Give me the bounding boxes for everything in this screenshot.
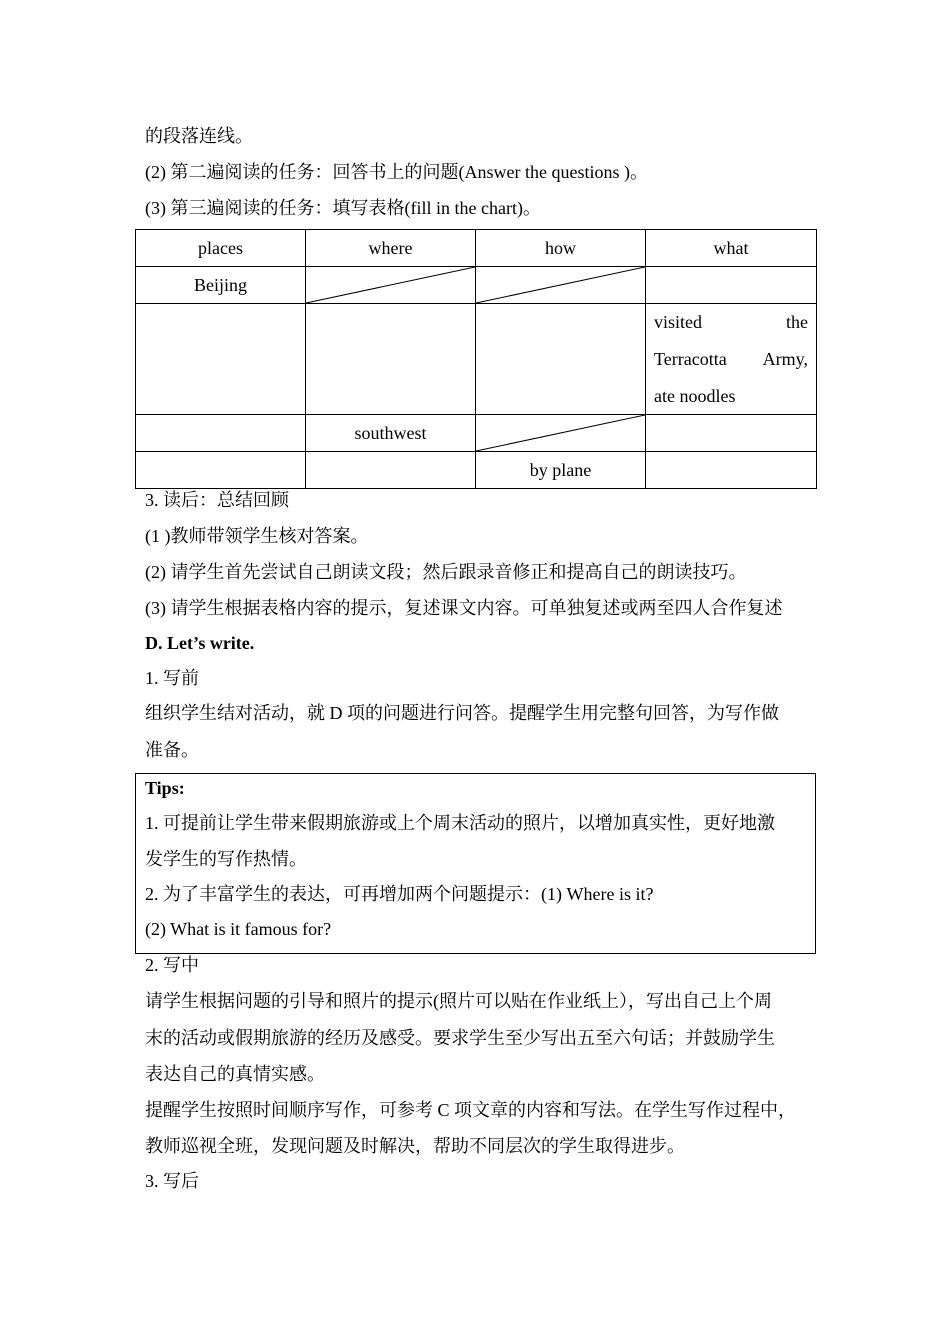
chart-cell <box>476 304 646 415</box>
tips-line: 发学生的写作热情。 <box>145 849 307 869</box>
header-cell: where <box>306 230 476 267</box>
tips-line: 2. 为了丰富学生的表达，可再增加两个问题提示：(1) Where is it? <box>145 884 654 904</box>
diagonal-line <box>476 415 645 451</box>
tips-line: 1. 可提前让学生带来假期旅游或上个周末活动的照片，以增加真实性，更好地激 <box>145 813 775 833</box>
section-heading: 3. 读后：总结回顾 <box>145 490 289 510</box>
crossed-out-cell <box>306 267 476 304</box>
chart-cell <box>646 415 817 452</box>
crossed-out-cell <box>476 415 646 452</box>
text-line: 准备。 <box>145 740 199 760</box>
chart-cell <box>136 304 306 415</box>
text-line: 教师巡视全班，发现问题及时解决，帮助不同层次的学生取得进步。 <box>145 1136 685 1156</box>
section-title: D. Let’s write. <box>145 633 255 653</box>
header-cell: places <box>136 230 306 267</box>
text-line: (3) 第三遍阅读的任务：填写表格(fill in the chart)。 <box>145 198 541 218</box>
crossed-out-cell <box>476 267 646 304</box>
text-line: (2) 第二遍阅读的任务：回答书上的问题(Answer the questions )。 <box>145 162 648 182</box>
tips-box <box>135 773 816 954</box>
what-cell <box>646 304 817 415</box>
text-line: 末的活动或假期旅游的经历及感受。要求学生至少写出五至六句话；并鼓励学生 <box>145 1028 775 1048</box>
chart-row <box>136 304 817 415</box>
tips-line: (2) What is it famous for? <box>145 919 332 939</box>
what-line: Terracotta Army, <box>654 349 808 369</box>
tips-title: Tips: <box>145 778 185 798</box>
chart-cell: southwest <box>306 415 476 452</box>
text-line: 的段落连线。 <box>145 126 253 146</box>
section-heading: 2. 写中 <box>145 955 199 975</box>
header-cell: how <box>476 230 646 267</box>
what-line: visited the <box>654 312 808 332</box>
fill-in-chart <box>135 229 817 489</box>
text-line: 提醒学生按照时间顺序写作，可参考 C 项文章的内容和写法。在学生写作过程中， <box>145 1100 797 1120</box>
chart-row <box>136 267 817 304</box>
chart-cell <box>646 267 817 304</box>
chart-cell <box>646 452 817 489</box>
chart-cell: by plane <box>476 452 646 489</box>
text-line: (2) 请学生首先尝试自己朗读文段；然后跟录音修正和提高自己的朗读技巧。 <box>145 562 747 582</box>
chart-cell <box>306 452 476 489</box>
chart-cell <box>136 415 306 452</box>
diagonal-line <box>476 267 645 303</box>
diagonal-line <box>306 267 475 303</box>
section-heading: 3. 写后 <box>145 1171 199 1191</box>
chart-row <box>136 415 817 452</box>
chart-header-row <box>136 230 817 267</box>
chart-cell: Beijing <box>136 267 306 304</box>
section-heading: 1. 写前 <box>145 668 199 688</box>
chart-cell <box>306 304 476 415</box>
text-line: (1 )教师带领学生核对答案。 <box>145 526 369 546</box>
text-line: 请学生根据问题的引导和照片的提示(照片可以贴在作业纸上），写出自己上个周 <box>145 991 772 1011</box>
header-cell: what <box>646 230 817 267</box>
text-line: (3) 请学生根据表格内容的提示，复述课文内容。可单独复述或两至四人合作复述 <box>145 598 783 618</box>
text-line: 组织学生结对活动，就 D 项的问题进行问答。提醒学生用完整句回答，为写作做 <box>145 703 779 723</box>
text-line: 表达自己的真情实感。 <box>145 1064 325 1084</box>
what-line: ate noodles <box>654 386 736 406</box>
